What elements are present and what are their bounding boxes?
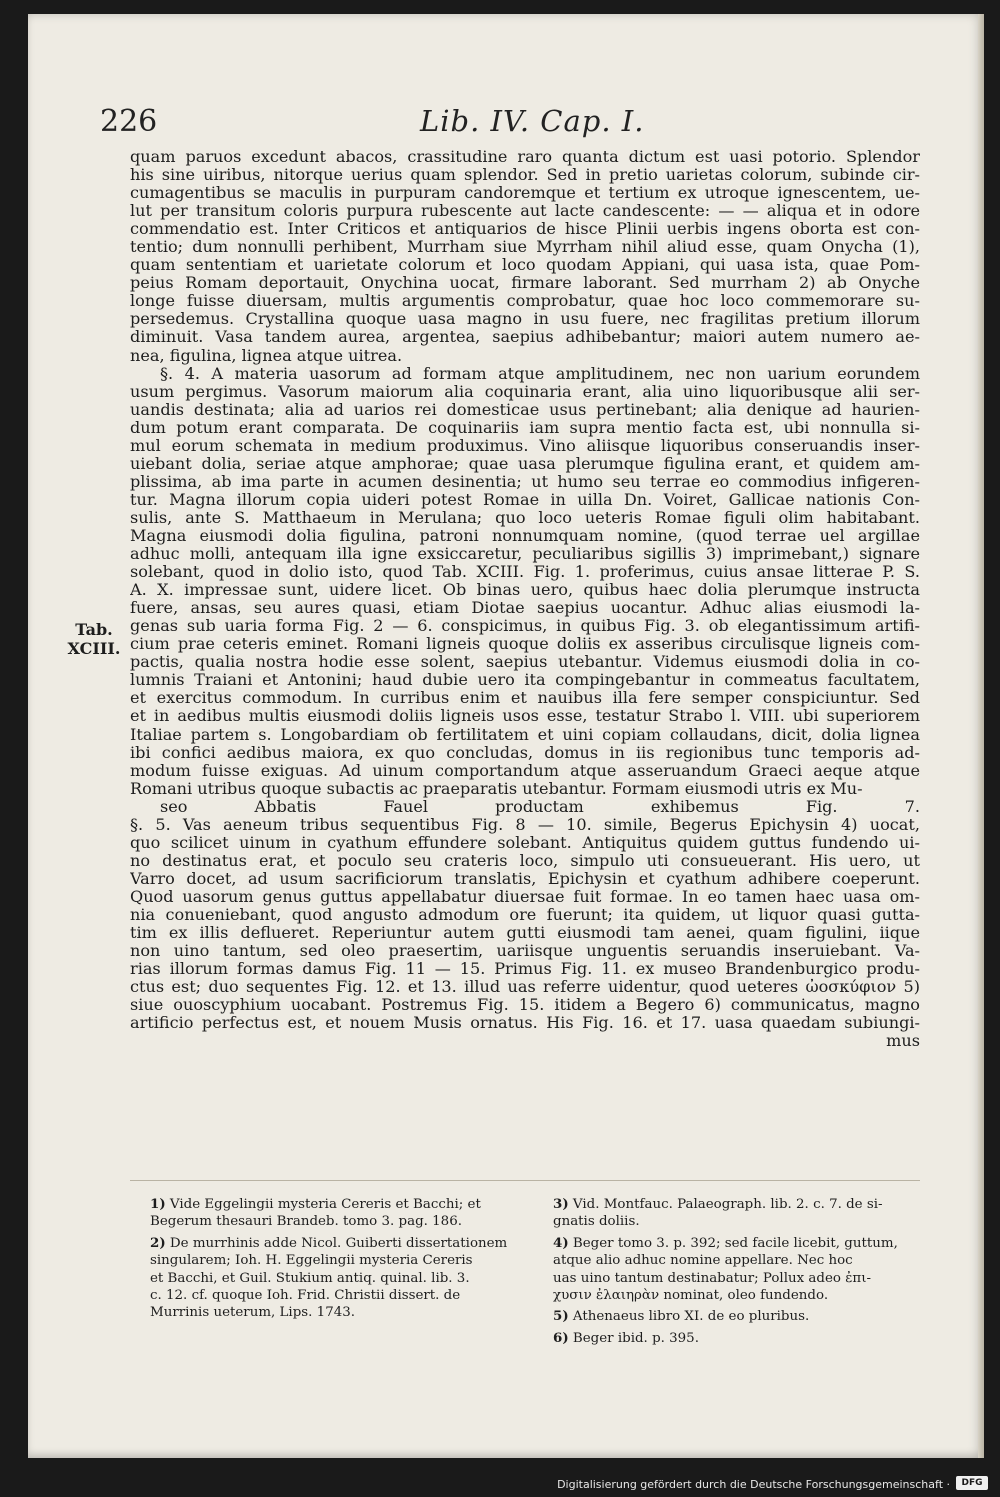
text-line: sulis, ante S. Matthaeum in Merulana; quo loco ueteris Romae figuli olim habitabant. xyxy=(130,508,920,527)
page-edge xyxy=(978,14,984,1458)
footnote-text: Vide Eggelingii mysteria Cereris et Bacchi; et Begerum thesauri Brandeb. tomo 3. pag. 186. xyxy=(150,1197,481,1230)
text-line: cium prae ceteris eminet. Romani ligneis quoque doliis ex asseribus circulisque ligneis com- xyxy=(130,635,920,654)
footnotes-left-column xyxy=(150,1196,530,1326)
text-line: mus xyxy=(886,1032,920,1051)
text-line: diminuit. Vasa tandem aurea, argentea, saepius adhibebantur; maiori autem numero ae- xyxy=(130,328,920,347)
footnote xyxy=(553,1196,918,1231)
text-line: mul eorum schemata in medium produximus. Vino aliisque liquoribus conseruandis inser- xyxy=(130,436,920,455)
text-line: commendatio est. Inter Criticos et antiquarios de hisce Plinii uerbis ingens oborta est con- xyxy=(130,220,920,239)
text-line: longe fuisse diuersam, multis argumentis comprobatur, quae hoc loco commemorare su- xyxy=(130,292,920,311)
running-title: Lib. IV. Cap. I. xyxy=(420,104,645,138)
text-line: et in aedibus multis eiusmodi doliis ligneis usos esse, testatur Strabo l. VIII. ubi superiorem xyxy=(130,707,920,726)
text-line: lut per transitum coloris purpura rubescente aut lacte candescente: — — aliqua et in odore xyxy=(130,202,920,221)
text-line: peius Romam deportauit, Onychina uocat, firmare laborant. Sed murrham 2) ab Onyche xyxy=(130,274,920,293)
text-line: nea, figulina, lignea atque uitrea. xyxy=(130,346,403,365)
text-line: genas sub uaria forma Fig. 2 — 6. conspicimus, in quibus Fig. 3. ob elegantissimum artifi- xyxy=(130,617,920,636)
text-line: artificio perfectus est, et nouem Musis ornatus. His Fig. 16. et 17. uasa quaedam subiungi- xyxy=(130,1014,920,1033)
text-line: non uino tantum, sed oleo praesertim, uariisque unguentis seruandis inseruiebant. Va- xyxy=(130,942,920,961)
margin-note xyxy=(62,620,126,658)
footnote-text: Beger tomo 3. p. 392; sed facile licebit, guttum, atque alio adhuc nomine appellare. Nec hoc uas uino tantum destinabatur; Pollux adeo ἐπι- χυσιν ἐλαιηρὰν nominat, oleo fundendo. xyxy=(553,1235,898,1304)
footnotes-right-column xyxy=(553,1196,918,1351)
text-line: §. 5. Vas aeneum tribus sequentibus Fig. 8 — 10. simile, Begerus Epichysin 4) uocat, xyxy=(130,815,920,834)
text-line: tentio; dum nonnulli perhibent, Murrham siue Myrrham nihil aliud esse, quam Onycha (1), xyxy=(130,238,920,257)
page-number: 226 xyxy=(100,104,158,139)
text-line: ibi confici aedibus maiora, ex quo concludas, domus in iis regionibus tunc temporis ad- xyxy=(130,743,920,762)
dfg-logo: DFG xyxy=(956,1476,988,1490)
text-line: rias illorum formas damus Fig. 11 — 15. Primus Fig. 11. ex museo Brandenburgico produ- xyxy=(130,960,920,979)
text-line: usum pergimus. Vasorum maiorum alia coquinaria erant, alia uino liquoribusque alii ser- xyxy=(130,382,920,401)
running-header xyxy=(100,104,900,144)
text-line: solebant, quod in dolio isto, quod Tab. XCIII. Fig. 1. proferimus, cuius ansae litterae P. S. xyxy=(130,563,920,582)
text-line: ctus est; duo sequentes Fig. 12. et 13. illud uas referre uidentur, quod ueteres ὠοσκύφιον 5) xyxy=(130,978,920,997)
text-line: no destinatus erat, et poculo seu crateris loco, simpulo uti consueuerant. His uero, ut xyxy=(130,851,920,870)
text-line: dum potum erant comparata. De coquinariis iam supra mentio facta est, ubi nonnulla si- xyxy=(130,418,920,437)
text-line: §. 4. A materia uasorum ad formam atque amplitudinem, nec non uarium eorundem xyxy=(160,364,920,383)
text-line: lumnis Traiani et Antonini; haud dubie uero ita compingebantur in commeatus facultatem, xyxy=(130,671,920,690)
text-line: tur. Magna illorum copia uideri potest Romae in uilla Dn. Voiret, Gallicae nationis Con- xyxy=(130,490,920,509)
text-line: quo scilicet uinum in cyathum effundere solebant. Antiquitus quidem guttus fundendo ui- xyxy=(130,833,920,852)
footnote-number: 5) xyxy=(553,1308,569,1325)
text-line: uandis destinata; alia ad uarios rei domesticae usus pertinebant; alia denique ad haurien- xyxy=(130,400,920,419)
text-line: siue ouoscyphium uocabant. Postremus Fig. 15. itidem a Begero 6) communicatus, magno xyxy=(130,996,920,1015)
text-line: Magna eiusmodi dolia figulina, patroni nonnumquam nomine, (quod terrae uel argillae xyxy=(130,526,920,545)
margin-note-line: Tab. xyxy=(75,620,113,639)
footnote-text: De murrhinis adde Nicol. Guiberti dissertationem singularem; Ioh. H. Eggelingii mysteria Cereris et Bacchi, et Guil. Stukium antiq. quinal. lib. 3. c. 12. cf. quoque Ioh. Frid. Christii dissert. de Murrinis ueterum, Lips. 1743. xyxy=(150,1235,508,1321)
footnote-text: Athenaeus libro XI. de eo pluribus. xyxy=(572,1309,810,1325)
footnote xyxy=(553,1235,918,1305)
text-line: Varro docet, ad usum sacrificiorum translatis, Epichysin et cyathum adhibere coeperunt. xyxy=(130,869,920,888)
text-line: fuere, ansas, seu aures quasi, etiam Diotae saepius uocantur. Adhuc alias eiusmodi la- xyxy=(130,599,920,618)
body-text xyxy=(130,148,920,1050)
text-line: cumagentibus se maculis in purpuram candoremque et tertium ex utroque ignescentem, ue- xyxy=(130,184,920,203)
footnote-text: Beger ibid. p. 395. xyxy=(572,1330,699,1346)
text-line: nia conueniebant, quod angusto admodum ore fuerunt; ita quidem, ut liquor quasi gutta- xyxy=(130,905,920,924)
footnote-number: 4) xyxy=(553,1234,569,1251)
footnote xyxy=(150,1235,530,1322)
text-line: uiebant dolia, seriae atque amphorae; quae uasa plerumque figulina erant, et quidem am- xyxy=(130,454,920,473)
footnote-number: 2) xyxy=(150,1234,166,1251)
footnote-separator xyxy=(130,1180,920,1181)
text-line: seo Abbatis Fauel productam exhibemus Fig. 7. xyxy=(160,797,920,816)
text-line: his sine uiribus, nitorque uerius quam splendor. Sed in pretio uarietas colorum, subinde cir- xyxy=(130,166,920,185)
digitization-footer xyxy=(0,1470,1000,1497)
footnote xyxy=(553,1330,918,1347)
footnote-text: Vid. Montfauc. Palaeograph. lib. 2. c. 7. de si- gnatis doliis. xyxy=(553,1197,883,1230)
text-line: persedemus. Crystallina quoque uasa magno in usu fuere, nec fragilitas pretium illorum xyxy=(130,310,920,329)
text-line: Quod uasorum genus guttus appellabatur diuersae fuit formae. In eo tamen haec uasa om- xyxy=(130,887,920,906)
text-line: A. X. impressae sunt, uidere licet. Ob binas uero, quibus haec dolia plerumque instructa xyxy=(130,581,920,600)
text-line: Italiae partem s. Longobardiam ob fertilitatem et uini copiam collaudans, dicit, dolia lignea xyxy=(130,725,920,744)
text-line: plissima, ab ima parte in acumen desinentia; ut humo seu terrae eo commodius infigeren- xyxy=(130,472,920,491)
text-line: et exercitus commodum. In curribus enim et nauibus illa fere semper conspiciuntur. Sed xyxy=(130,689,920,708)
footnote xyxy=(150,1196,530,1231)
text-line: pactis, qualia nostra hodie esse solent, saepius utebantur. Videmus eiusmodi dolia in co- xyxy=(130,653,920,672)
footnote-number: 1) xyxy=(150,1196,166,1212)
text-line: Romani utribus quoque subactis ac praeparatis utebantur. Formam eiusmodi utris ex Mu- xyxy=(130,779,863,798)
text-line: modum fuisse exiguas. Ad uinum comportandum atque asseruandum Graeci aeque atque xyxy=(130,761,920,780)
margin-note-line: XCIII. xyxy=(67,639,121,658)
text-line: quam sententiam et uarietate colorum et loco quodam Appiani, qui uasa ista, quae Pom- xyxy=(130,256,920,275)
footnote-number: 3) xyxy=(553,1196,569,1212)
footnote-number: 6) xyxy=(553,1329,569,1346)
footer-credit: Digitalisierung gefördert durch die Deutsche Forschungsgemeinschaft · xyxy=(557,1478,950,1491)
text-line: quam paruos excedunt abacos, crassitudine raro quanta dictum est uasi potorio. Splendor xyxy=(130,148,920,166)
text-line: tim ex illis deflueret. Reperiuntur autem gutti eiusmodi tam aenei, quam figulini, iique xyxy=(130,924,920,943)
footnote xyxy=(553,1308,918,1325)
text-line: adhuc molli, antequam illa igne exsiccaretur, peculiaribus sigillis 3) imprimebant,) signare xyxy=(130,545,920,564)
